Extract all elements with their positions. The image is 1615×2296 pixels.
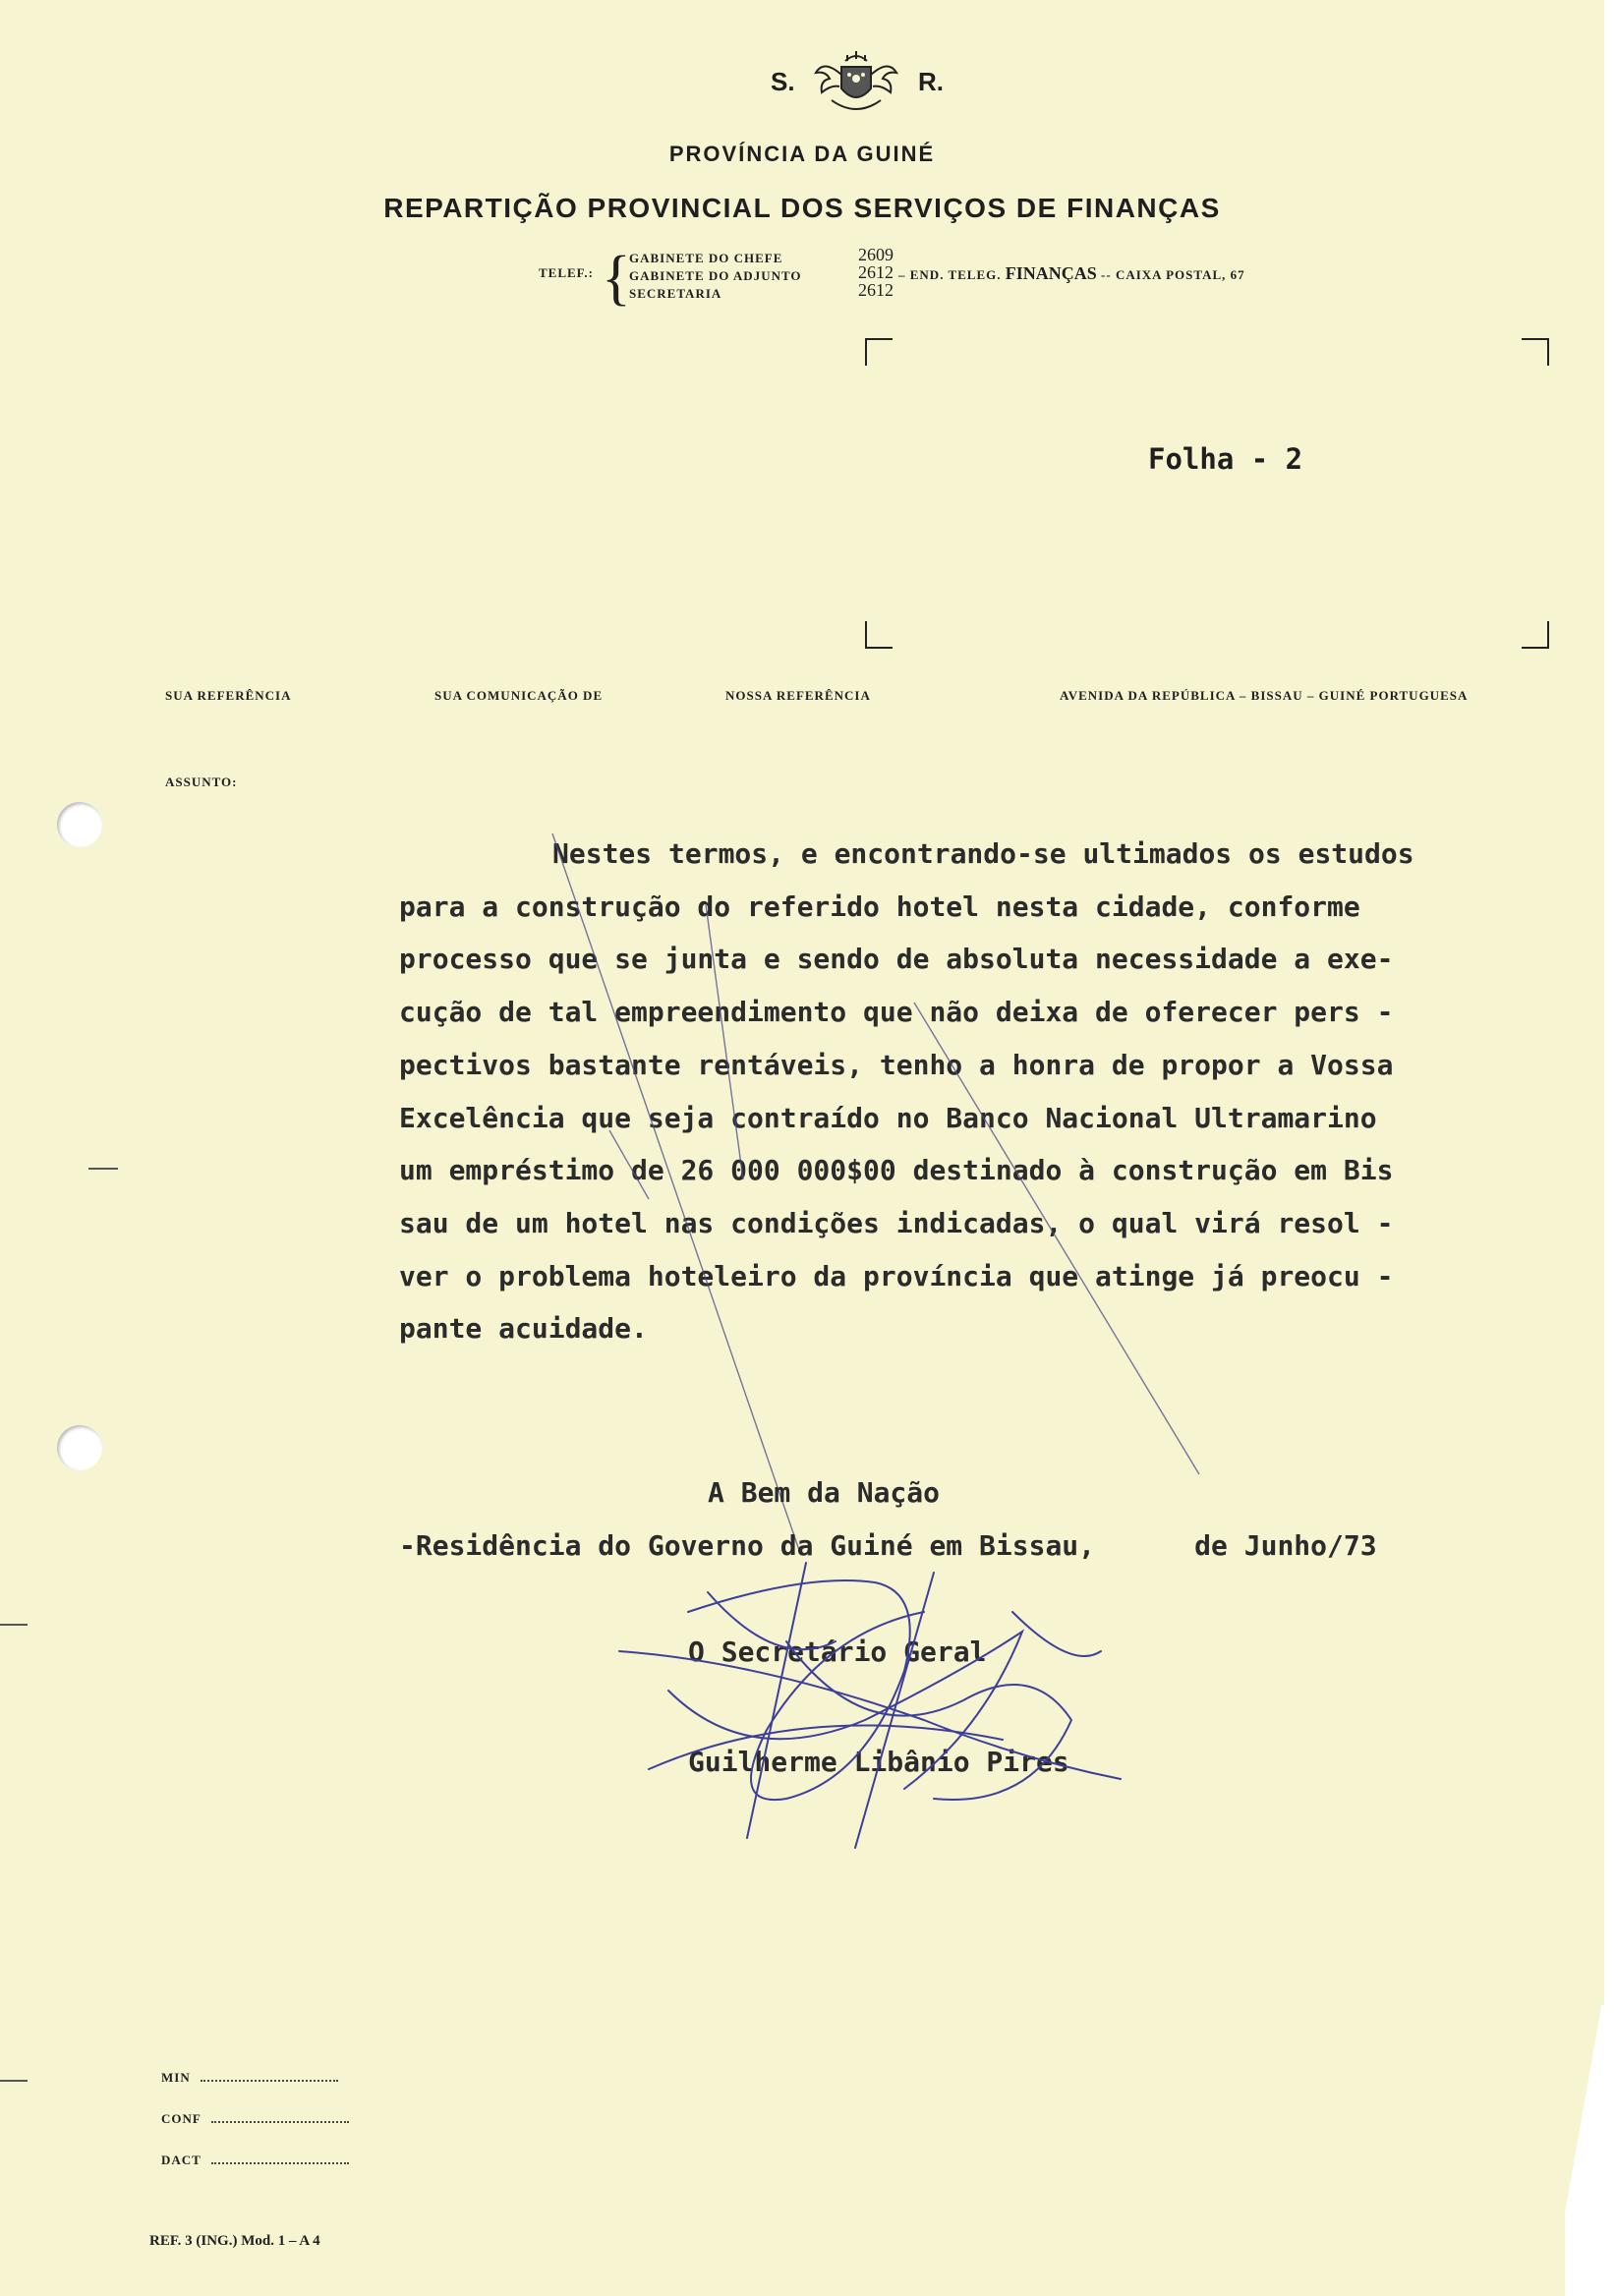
min-blank-line <box>201 2068 338 2082</box>
margin-mark <box>0 1624 28 1626</box>
pen-stroke <box>552 833 800 1553</box>
caixa-postal: -- CAIXA POSTAL, 67 <box>1101 267 1245 282</box>
monogram-right: R. <box>918 67 944 96</box>
sua-referencia-label: SUA REFERÊNCIA <box>165 688 292 703</box>
body-line: ver o problema hoteleiro da província que atinge já preocu - <box>399 1259 1394 1292</box>
window-corner-bottom-right <box>1522 621 1549 649</box>
brace-glyph: { <box>602 245 631 312</box>
address-line: AVENIDA DA REPÚBLICA – BISSAU – GUINÉ PORTUGUESA <box>1060 688 1469 703</box>
telef-label: TELEF.: <box>539 265 595 280</box>
body-line: um empréstimo de 26 000 000$00 destinado à construção em Bis <box>399 1154 1394 1187</box>
fold-mark <box>88 1168 118 1170</box>
dact-field <box>161 2151 349 2169</box>
min-label: MIN <box>161 2070 191 2085</box>
telegraph-address <box>898 263 1245 284</box>
min-field <box>161 2068 338 2087</box>
sua-comunicacao-label: SUA COMUNICAÇÃO DE <box>434 688 604 703</box>
body-line: para a construção do referido hotel nesta cidade, conforme <box>399 890 1360 923</box>
pen-stroke <box>914 1003 1199 1474</box>
signer-title: O Secretário Geral <box>688 1636 987 1668</box>
department-title: REPARTIÇÃO PROVINCIAL DOS SERVIÇOS DE FINANÇAS <box>383 193 1221 223</box>
phone-number: 2609 <box>858 245 894 264</box>
window-corner-top-left <box>865 338 893 366</box>
margin-mark <box>0 2080 28 2082</box>
conf-field <box>161 2109 349 2128</box>
end-teleg-value: FINANÇAS <box>1005 263 1097 283</box>
phone-number: 2612 <box>858 280 894 300</box>
pen-stroke <box>609 1130 649 1199</box>
body-line: processo que se junta e sendo de absoluta necessidade a exe- <box>399 943 1394 976</box>
conf-label: CONF <box>161 2111 202 2126</box>
signer-name: Guilherme Libânio Pires <box>688 1746 1069 1778</box>
salutation: A Bem da Nação <box>708 1476 941 1509</box>
pen-stroke <box>706 904 743 1179</box>
handwritten-signature <box>609 1553 1160 1867</box>
province-title: PROVÍNCIA DA GUINÉ <box>668 142 936 166</box>
pen-strokes <box>491 806 1278 1573</box>
body-line: Excelência que seja contraído no Banco Nacional Ultramarino <box>399 1101 1377 1134</box>
phone-label: SECRETARIA <box>629 286 722 301</box>
conf-blank-line <box>211 2109 349 2123</box>
form-reference: REF. 3 (ING.) Mod. 1 – A 4 <box>149 2233 320 2249</box>
body-line: pectivos bastante rentáveis, tenho a honra de propor a Vossa <box>399 1048 1394 1081</box>
coat-of-arms-icon <box>812 49 900 118</box>
dact-blank-line <box>211 2151 349 2164</box>
body-line: Nestes termos, e encontrando-se ultimados os estudos <box>552 837 1414 870</box>
phone-label: GABINETE DO CHEFE <box>629 251 783 265</box>
nossa-referencia-label: NOSSA REFERÊNCIA <box>725 688 871 703</box>
body-line: cução de tal empreendimento que não deixa de oferecer pers - <box>399 996 1394 1029</box>
end-teleg-prefix: – END. TELEG. <box>898 267 1002 282</box>
body-line: sau de um hotel nas condições indicadas, o qual virá resol - <box>399 1206 1394 1239</box>
punch-hole <box>57 802 102 847</box>
phone-number: 2612 <box>858 262 894 282</box>
sheet-number: Folha - 2 <box>1148 442 1303 476</box>
dact-label: DACT <box>161 2152 202 2167</box>
window-corner-bottom-left <box>865 621 893 649</box>
assunto-label: ASSUNTO: <box>165 775 238 789</box>
body-line: pante acuidade. <box>399 1312 648 1346</box>
monogram-left: S. <box>771 67 795 96</box>
scan-background-strip <box>1604 0 1615 2296</box>
place-date: -Residência do Governo da Guiné em Bissau, de Junho/73 <box>399 1529 1377 1562</box>
punch-hole <box>57 1425 102 1470</box>
window-corner-top-right <box>1522 338 1549 366</box>
phone-label: GABINETE DO ADJUNTO <box>629 268 802 283</box>
page-corner-fold <box>1565 2005 1604 2296</box>
